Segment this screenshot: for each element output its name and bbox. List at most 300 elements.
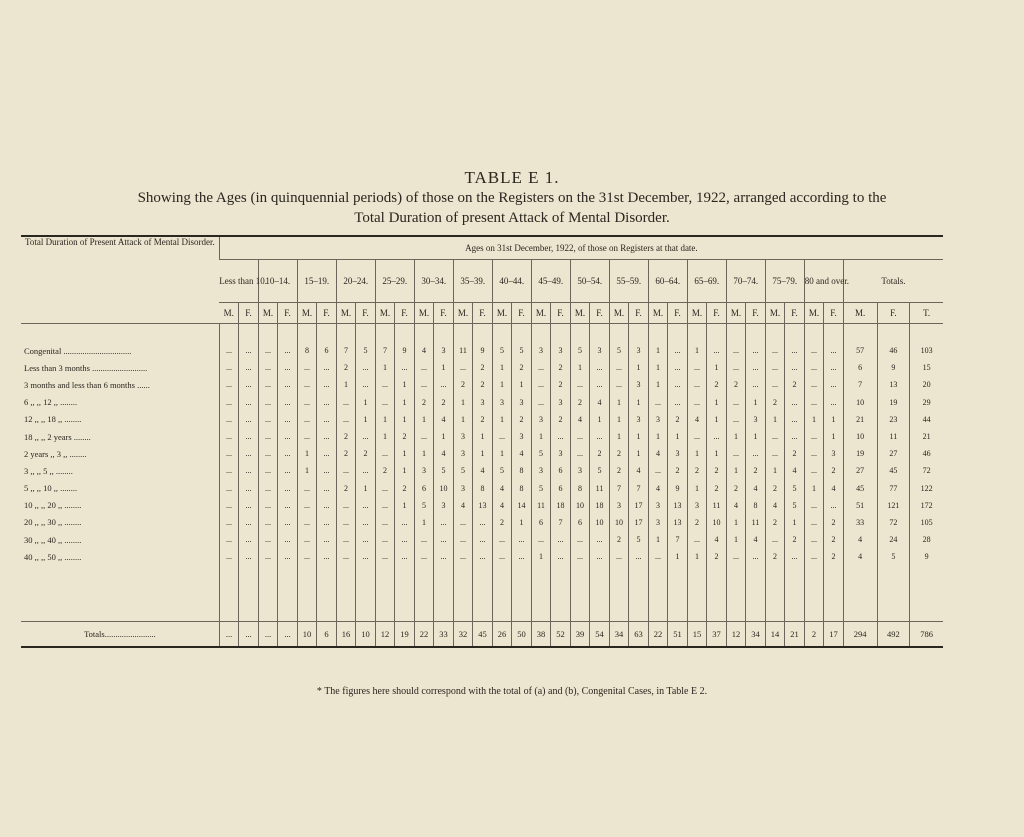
- table-cell: 2: [492, 514, 512, 531]
- table-cell: 5: [492, 342, 512, 359]
- table-cell: 33: [843, 514, 877, 531]
- table-cell: ...: [258, 359, 278, 376]
- table-cell: 1: [687, 548, 707, 565]
- table-cell: 121: [877, 497, 910, 514]
- empty-cell: [843, 565, 877, 622]
- table-row: [21, 548, 943, 565]
- table-cell: 5: [531, 480, 551, 497]
- table-cell: 2: [765, 514, 785, 531]
- table-cell: 12: [726, 622, 746, 648]
- table-cell: 2: [473, 411, 493, 428]
- subtitle-line-2: Total Duration of present Attack of Mental Disorder.: [354, 210, 670, 226]
- table-cell: 5: [785, 480, 805, 497]
- table-cell: ...: [239, 445, 259, 462]
- table-cell: ...: [804, 376, 824, 393]
- table-cell: ...: [824, 376, 844, 393]
- table-cell: 5: [356, 342, 376, 359]
- empty-cell: [843, 324, 877, 343]
- empty-cell: [687, 565, 707, 622]
- table-cell: ...: [375, 548, 395, 565]
- table-cell: 8: [297, 342, 317, 359]
- table-cell: 1: [395, 411, 415, 428]
- table-cell: ...: [219, 480, 239, 497]
- empty-cell: [414, 324, 434, 343]
- table-cell: ...: [375, 394, 395, 411]
- table-cell: 2: [453, 376, 473, 393]
- table-cell: ...: [746, 376, 766, 393]
- table-cell: ...: [785, 359, 805, 376]
- age-group-header: 30–34.: [414, 260, 453, 303]
- empty-cell: [629, 565, 649, 622]
- table-cell: ...: [297, 497, 317, 514]
- table-cell: 1: [590, 411, 610, 428]
- table-cell: ...: [356, 514, 376, 531]
- table-cell: 1: [687, 445, 707, 462]
- table-cell: 4: [629, 462, 649, 479]
- empty-cell: [414, 565, 434, 622]
- empty-cell: [804, 565, 824, 622]
- female-subheader: F.: [707, 303, 727, 324]
- table-cell: ...: [434, 514, 454, 531]
- table-cell: 2: [590, 445, 610, 462]
- table-cell: 21: [910, 428, 943, 445]
- table-cell: ...: [648, 462, 668, 479]
- table-cell: 52: [551, 622, 571, 648]
- table-cell: 1: [512, 376, 532, 393]
- empty-cell: [375, 324, 395, 343]
- table-cell: 3: [512, 394, 532, 411]
- table-row: [21, 342, 943, 359]
- header-row-ages: [21, 236, 943, 260]
- table-cell: 1: [648, 376, 668, 393]
- table-cell: ...: [375, 514, 395, 531]
- table-cell: ...: [414, 531, 434, 548]
- female-subheader: F.: [278, 303, 298, 324]
- table-cell: 4: [707, 531, 727, 548]
- empty-cell: [910, 565, 943, 622]
- age-group-header: 75–79.: [765, 260, 804, 303]
- table-cell: 19: [877, 394, 910, 411]
- table-cell: 1: [356, 394, 376, 411]
- table-cell: ...: [512, 548, 532, 565]
- table-cell: 105: [910, 514, 943, 531]
- table-cell: 3: [531, 462, 551, 479]
- table-cell: ...: [297, 394, 317, 411]
- table-cell: 8: [512, 462, 532, 479]
- table-cell: 3: [434, 497, 454, 514]
- table-cell: 2: [414, 394, 434, 411]
- male-subheader: M.: [375, 303, 395, 324]
- table-cell: 29: [910, 394, 943, 411]
- male-subheader: M.: [453, 303, 473, 324]
- table-cell: ...: [297, 548, 317, 565]
- table-cell: ...: [570, 428, 590, 445]
- table-cell: 1: [414, 445, 434, 462]
- male-subheader: M.: [570, 303, 590, 324]
- table-cell: 1: [531, 548, 551, 565]
- table-cell: ...: [278, 497, 298, 514]
- table-cell: ...: [297, 376, 317, 393]
- age-group-header: 65–69.: [687, 260, 726, 303]
- table-row: [21, 480, 943, 497]
- table-cell: 63: [629, 622, 649, 648]
- empty-cell: [668, 565, 688, 622]
- table-cell: ...: [726, 548, 746, 565]
- female-subheader: F.: [551, 303, 571, 324]
- table-cell: 45: [473, 622, 493, 648]
- table-cell: ...: [765, 531, 785, 548]
- table-cell: 2: [804, 622, 824, 648]
- age-group-header: 50–54.: [570, 260, 609, 303]
- row-label: 5 ,, ,, 10 ,, ........: [24, 483, 78, 494]
- table-cell: 3: [434, 342, 454, 359]
- table-cell: 1: [648, 531, 668, 548]
- empty-cell: [877, 324, 910, 343]
- table-cell: ...: [531, 394, 551, 411]
- table-cell: 11: [877, 428, 910, 445]
- table-cell: ...: [473, 531, 493, 548]
- table-cell: 10: [590, 514, 610, 531]
- table-cell: ...: [746, 342, 766, 359]
- table-cell: 37: [707, 622, 727, 648]
- table-cell: ...: [356, 462, 376, 479]
- empty-cell: [877, 565, 910, 622]
- table-cell: 13: [668, 497, 688, 514]
- table-cell: 5: [434, 462, 454, 479]
- table-cell: ...: [473, 514, 493, 531]
- table-cell: ...: [414, 428, 434, 445]
- table-cell: ...: [297, 428, 317, 445]
- empty-cell: [609, 565, 629, 622]
- table-cell: 5: [877, 548, 910, 565]
- table-cell: ...: [765, 428, 785, 445]
- table-cell: ...: [609, 376, 629, 393]
- table-cell: 4: [512, 445, 532, 462]
- male-subheader: M.: [492, 303, 512, 324]
- table-row: [21, 514, 943, 531]
- table-cell: 7: [629, 480, 649, 497]
- table-cell: 5: [453, 462, 473, 479]
- empty-cell: [707, 324, 727, 343]
- table-cell: 9: [668, 480, 688, 497]
- row-label: 3 ,, ,, 5 ,, ........: [24, 465, 73, 476]
- table-cell: ...: [219, 394, 239, 411]
- table-cell: 50: [512, 622, 532, 648]
- table-cell: 27: [877, 445, 910, 462]
- empty-cell: [648, 324, 668, 343]
- table-cell: 27: [843, 462, 877, 479]
- table-title: TABLE E 1.: [464, 168, 560, 187]
- table-cell: ...: [785, 428, 805, 445]
- table-cell: ...: [590, 548, 610, 565]
- empty-cell: [765, 565, 785, 622]
- table-cell: 33: [434, 622, 454, 648]
- table-cell: 10: [297, 622, 317, 648]
- total-subheader: T.: [910, 303, 943, 324]
- empty-cell: [746, 324, 766, 343]
- empty-cell: [395, 565, 415, 622]
- table-cell: 2: [512, 359, 532, 376]
- table-cell: ...: [804, 394, 824, 411]
- table-cell: ...: [551, 531, 571, 548]
- table-cell: 1: [570, 359, 590, 376]
- table-cell: ...: [804, 445, 824, 462]
- empty-cell: [239, 324, 259, 343]
- table-cell: ...: [317, 359, 337, 376]
- table-cell: ...: [258, 622, 278, 648]
- table-wrapper: [21, 235, 943, 648]
- table-cell: 1: [707, 359, 727, 376]
- female-subheader: F.: [629, 303, 649, 324]
- table-cell: 4: [434, 411, 454, 428]
- table-cell: 10: [609, 514, 629, 531]
- table-cell: 1: [492, 376, 512, 393]
- table-cell: ...: [258, 531, 278, 548]
- table-cell: 1: [375, 428, 395, 445]
- table-cell: 5: [414, 497, 434, 514]
- table-cell: 2: [434, 394, 454, 411]
- table-cell: ...: [785, 411, 805, 428]
- table-cell: ...: [278, 548, 298, 565]
- table-cell: 3: [746, 411, 766, 428]
- table-cell: 2: [570, 394, 590, 411]
- row-label: 40 ,, ,, 50 ,, ........: [24, 551, 82, 562]
- table-cell: 11: [590, 480, 610, 497]
- table-cell: 4: [687, 411, 707, 428]
- table-cell: 9: [473, 342, 493, 359]
- table-cell: 3: [512, 428, 532, 445]
- table-cell: ...: [239, 548, 259, 565]
- male-subheader: M.: [258, 303, 278, 324]
- table-cell: ...: [609, 548, 629, 565]
- table-cell: ...: [551, 428, 571, 445]
- table-cell: ...: [726, 411, 746, 428]
- table-cell: 1: [629, 359, 649, 376]
- empty-cell: [707, 565, 727, 622]
- empty-cell: [687, 324, 707, 343]
- table-cell: ...: [824, 359, 844, 376]
- table-cell: 10: [843, 394, 877, 411]
- table-cell: 1: [434, 359, 454, 376]
- table-cell: ...: [258, 376, 278, 393]
- table-cell: 2: [473, 359, 493, 376]
- table-cell: 14: [512, 497, 532, 514]
- table-cell: ...: [453, 548, 473, 565]
- table-cell: ...: [317, 428, 337, 445]
- table-cell: 20: [910, 376, 943, 393]
- table-cell: ...: [336, 497, 356, 514]
- table-cell: ...: [434, 376, 454, 393]
- table-cell: ...: [492, 531, 512, 548]
- age-group-header: Less than 10.: [219, 260, 258, 303]
- male-subheader: M.: [648, 303, 668, 324]
- table-cell: ...: [804, 514, 824, 531]
- female-subheader: F.: [395, 303, 415, 324]
- empty-cell: [492, 324, 512, 343]
- male-subheader: M.: [336, 303, 356, 324]
- table-cell: 1: [453, 411, 473, 428]
- table-cell: 3: [453, 445, 473, 462]
- female-subheader: F.: [434, 303, 454, 324]
- table-cell: 5: [590, 462, 610, 479]
- table-cell: 3: [453, 480, 473, 497]
- table-cell: 8: [746, 497, 766, 514]
- table-cell: 8: [570, 480, 590, 497]
- empty-cell: [317, 565, 337, 622]
- table-cell: 13: [668, 514, 688, 531]
- table-cell: 1: [414, 514, 434, 531]
- male-subheader: M.: [804, 303, 824, 324]
- table-cell: ...: [239, 394, 259, 411]
- table-cell: 22: [648, 622, 668, 648]
- table-cell: 22: [414, 622, 434, 648]
- table-cell: 3: [492, 394, 512, 411]
- female-subheader: F.: [239, 303, 259, 324]
- age-group-header: 20–24.: [336, 260, 375, 303]
- table-cell: 3: [551, 342, 571, 359]
- table-cell: ...: [258, 445, 278, 462]
- empty-cell: [219, 565, 239, 622]
- table-cell: 4: [746, 531, 766, 548]
- row-label: 6 ,, ,, 12 ,, ........: [24, 397, 78, 408]
- table-cell: ...: [746, 548, 766, 565]
- table-cell: 1: [687, 342, 707, 359]
- empty-cell: [336, 324, 356, 343]
- table-cell: 6: [317, 342, 337, 359]
- table-cell: ...: [297, 359, 317, 376]
- table-cell: ...: [648, 394, 668, 411]
- table-cell: ...: [278, 411, 298, 428]
- table-cell: ...: [551, 548, 571, 565]
- empty-cell: [278, 565, 298, 622]
- row-label-header: Total Duration of Present Attack of Mental Disorder.: [21, 236, 219, 324]
- table-cell: 3: [551, 394, 571, 411]
- table-cell: ...: [336, 394, 356, 411]
- table-row: [21, 531, 943, 548]
- row-label: Totals........................: [21, 622, 219, 648]
- table-cell: 18: [551, 497, 571, 514]
- table-cell: ...: [278, 445, 298, 462]
- table-cell: 2: [746, 462, 766, 479]
- table-cell: 1: [375, 359, 395, 376]
- table-cell: 12: [375, 622, 395, 648]
- table-cell: ...: [317, 497, 337, 514]
- table-cell: 1: [765, 411, 785, 428]
- table-cell: ...: [258, 548, 278, 565]
- table-row: [21, 445, 943, 462]
- table-cell: 15: [910, 359, 943, 376]
- table-cell: 14: [765, 622, 785, 648]
- table-cell: 3: [629, 411, 649, 428]
- table-cell: 21: [843, 411, 877, 428]
- table-cell: ...: [570, 548, 590, 565]
- table-cell: ...: [707, 342, 727, 359]
- table-cell: 24: [877, 531, 910, 548]
- female-subheader: F.: [824, 303, 844, 324]
- table-cell: 19: [843, 445, 877, 462]
- table-cell: ...: [356, 548, 376, 565]
- table-cell: 3: [629, 342, 649, 359]
- table-cell: 2: [726, 480, 746, 497]
- table-cell: ...: [453, 514, 473, 531]
- table-cell: ...: [765, 376, 785, 393]
- table-cell: 1: [707, 411, 727, 428]
- table-cell: ...: [804, 428, 824, 445]
- table-cell: 4: [590, 394, 610, 411]
- table-cell: 32: [453, 622, 473, 648]
- table-cell: 72: [910, 462, 943, 479]
- table-cell: 1: [356, 411, 376, 428]
- table-cell: 5: [492, 462, 512, 479]
- female-subheader: F.: [356, 303, 376, 324]
- table-cell: ...: [648, 548, 668, 565]
- table-cell: ...: [356, 376, 376, 393]
- empty-cell: [492, 565, 512, 622]
- table-cell: ...: [278, 342, 298, 359]
- table-cell: ...: [278, 531, 298, 548]
- female-subheader: F.: [473, 303, 493, 324]
- empty-cell: [910, 324, 943, 343]
- table-cell: 4: [726, 497, 746, 514]
- table-cell: 1: [687, 480, 707, 497]
- table-cell: ...: [668, 342, 688, 359]
- table-cell: 2: [551, 411, 571, 428]
- table-row: [21, 376, 943, 393]
- table-cell: 294: [843, 622, 877, 648]
- table-cell: 39: [570, 622, 590, 648]
- table-cell: 4: [414, 342, 434, 359]
- table-cell: 2: [765, 480, 785, 497]
- table-cell: 8: [512, 480, 532, 497]
- table-cell: ...: [570, 445, 590, 462]
- table-cell: ...: [590, 531, 610, 548]
- table-cell: 2: [824, 548, 844, 565]
- male-subheader: M.: [531, 303, 551, 324]
- table-cell: ...: [336, 531, 356, 548]
- table-cell: 1: [492, 411, 512, 428]
- table-cell: ...: [453, 359, 473, 376]
- table-cell: 1: [746, 394, 766, 411]
- table-cell: 1: [609, 394, 629, 411]
- table-cell: ...: [395, 548, 415, 565]
- table-cell: ...: [317, 531, 337, 548]
- table-cell: 1: [726, 462, 746, 479]
- table-cell: ...: [668, 394, 688, 411]
- table-cell: ...: [278, 428, 298, 445]
- table-cell: ...: [785, 548, 805, 565]
- table-cell: ...: [356, 497, 376, 514]
- empty-cell: [668, 324, 688, 343]
- table-cell: 7: [843, 376, 877, 393]
- female-subheader: F.: [512, 303, 532, 324]
- table-cell: ...: [687, 394, 707, 411]
- table-cell: 2: [707, 480, 727, 497]
- table-cell: 1: [512, 514, 532, 531]
- table-cell: 10: [356, 622, 376, 648]
- empty-cell: [278, 324, 298, 343]
- table-cell: 6: [414, 480, 434, 497]
- table-cell: 1: [336, 376, 356, 393]
- age-group-header: 80 and over.: [804, 260, 843, 303]
- table-cell: 5: [570, 342, 590, 359]
- table-cell: 3: [687, 497, 707, 514]
- spacer-row: [21, 324, 943, 343]
- table-cell: 5: [512, 342, 532, 359]
- table-cell: ...: [726, 394, 746, 411]
- empty-cell: [239, 565, 259, 622]
- table-cell: ...: [297, 480, 317, 497]
- table-cell: 1: [395, 376, 415, 393]
